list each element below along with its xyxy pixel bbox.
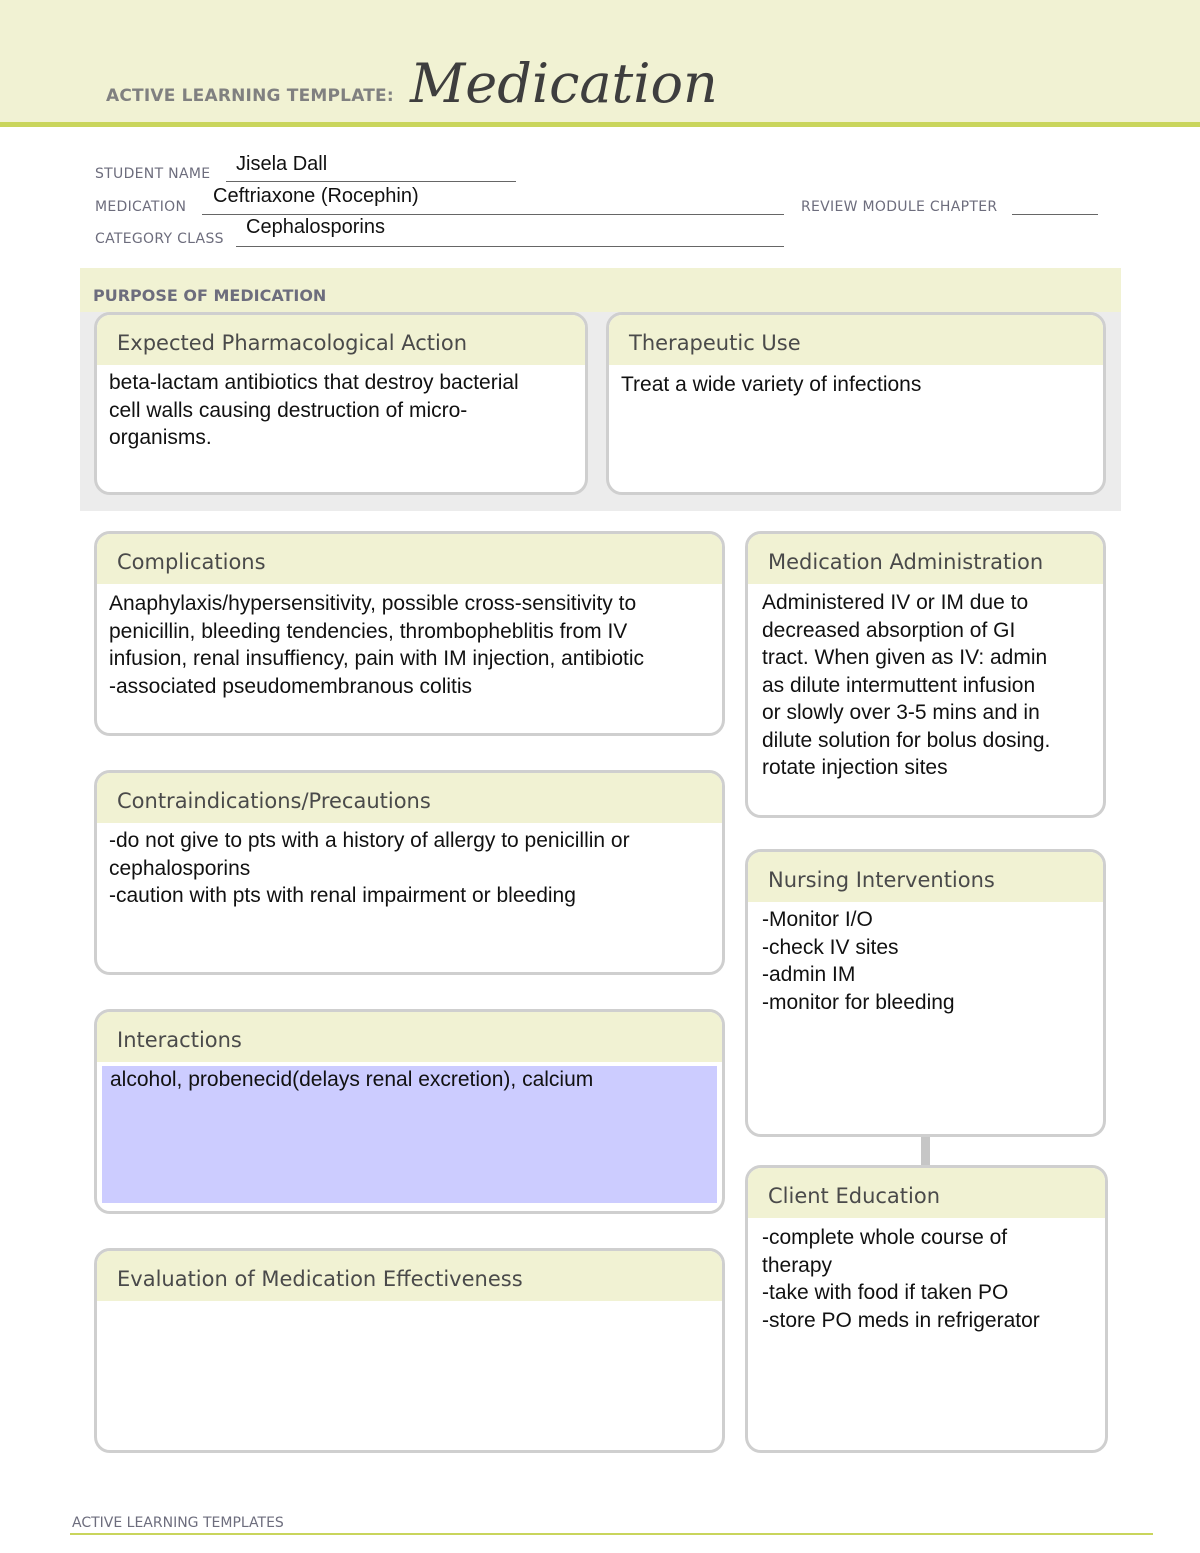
text-line: decreased absorption of GI [762,618,1016,642]
interactions-box [94,1009,725,1214]
text-line: -admin IM [762,963,856,986]
text-line: infusion, renal insuffiency, pain with IM injection, antibiotic [109,647,645,670]
medication-line [202,214,784,215]
text-line: therapy [762,1253,833,1277]
text-line: tract. When given as IV: admin [762,646,1048,669]
text-line: cell walls causing destruction of micro- [109,398,468,422]
text-line: -check IV sites [762,935,899,959]
medication-label: MEDICATION [95,199,187,215]
text-line: or slowly over 3-5 mins and in [762,701,1040,724]
text-line: -complete whole course of [762,1226,1008,1249]
text-line: Treat a wide variety of infections [621,373,922,396]
education-text[interactable] [748,1218,1105,1334]
expected-action-title: Expected Pharmacological Action [97,315,585,365]
footer-divider [70,1533,1153,1535]
page-title: Medication [410,52,718,115]
text-line: dilute solution for bolus dosing. [762,728,1051,752]
student-name-line [226,181,516,182]
text-line: rotate injection sites [762,756,948,779]
evaluation-title: Evaluation of Medication Effectiveness [97,1251,722,1301]
header-divider [0,122,1200,127]
text-line: cephalosporins [109,856,251,880]
text-line: -Monitor I/O [762,908,873,931]
category-class-field[interactable]: Cephalosporins [246,216,385,238]
complications-box [94,531,725,736]
education-box [745,1165,1108,1453]
text-line: -take with food if taken PO [762,1281,1009,1304]
evaluation-box [94,1248,725,1453]
administration-box [745,531,1106,818]
template-label: ACTIVE LEARNING TEMPLATE: [106,86,394,106]
text-line: Anaphylaxis/hypersensitivity, possible cross-sensitivity to [109,592,637,615]
review-module-label: REVIEW MODULE CHAPTER [801,199,998,215]
student-name-label: STUDENT NAME [95,166,211,182]
text-line: as dilute intermuttent infusion [762,673,1036,697]
contraindications-box [94,770,725,975]
text-line: organisms. [109,426,212,449]
text-line: -monitor for bleeding [762,990,955,1014]
nursing-text[interactable] [748,902,1103,1016]
evaluation-text[interactable] [97,1301,722,1445]
category-class-label: CATEGORY CLASS [95,231,224,247]
text-line: penicillin, bleeding tendencies, thrombopheblitis from IV [109,619,628,643]
interactions-title: Interactions [97,1012,722,1062]
therapeutic-use-text[interactable] [609,365,1103,399]
text-line: -do not give to pts with a history of allergy to penicillin or [109,829,630,852]
expected-action-text[interactable] [97,365,585,452]
box-connector [921,1137,930,1165]
complications-text[interactable] [97,584,722,700]
text-line: -store PO meds in refrigerator [762,1308,1040,1332]
text-line: -associated pseudomembranous colitis [109,674,473,698]
text-line: beta-lactam antibiotics that destroy bacterial [109,371,519,394]
nursing-title: Nursing Interventions [748,852,1103,902]
contraindications-title: Contraindications/Precautions [97,773,722,823]
review-module-line [1012,214,1098,215]
interactions-text[interactable] [97,1062,722,1094]
text-line: Administered IV or IM due to [762,591,1029,614]
expected-action-box [94,312,588,495]
administration-title: Medication Administration [748,534,1103,584]
complications-title: Complications [97,534,722,584]
contraindications-text[interactable] [97,823,722,910]
administration-text[interactable] [748,584,1103,782]
category-class-line [236,246,784,247]
therapeutic-use-box [606,312,1106,495]
footer-label: ACTIVE LEARNING TEMPLATES [72,1515,284,1531]
student-name-field[interactable]: Jisela Dall [236,153,328,175]
medication-field[interactable]: Ceftriaxone (Rocephin) [213,185,419,207]
purpose-label: PURPOSE OF MEDICATION [93,286,327,305]
education-title: Client Education [748,1168,1105,1218]
text-line: -caution with pts with renal impairment or bleeding [109,884,576,907]
therapeutic-use-title: Therapeutic Use [609,315,1103,365]
text-line: alcohol, probenecid(delays renal excretion), calcium [110,1068,594,1091]
nursing-box [745,849,1106,1137]
